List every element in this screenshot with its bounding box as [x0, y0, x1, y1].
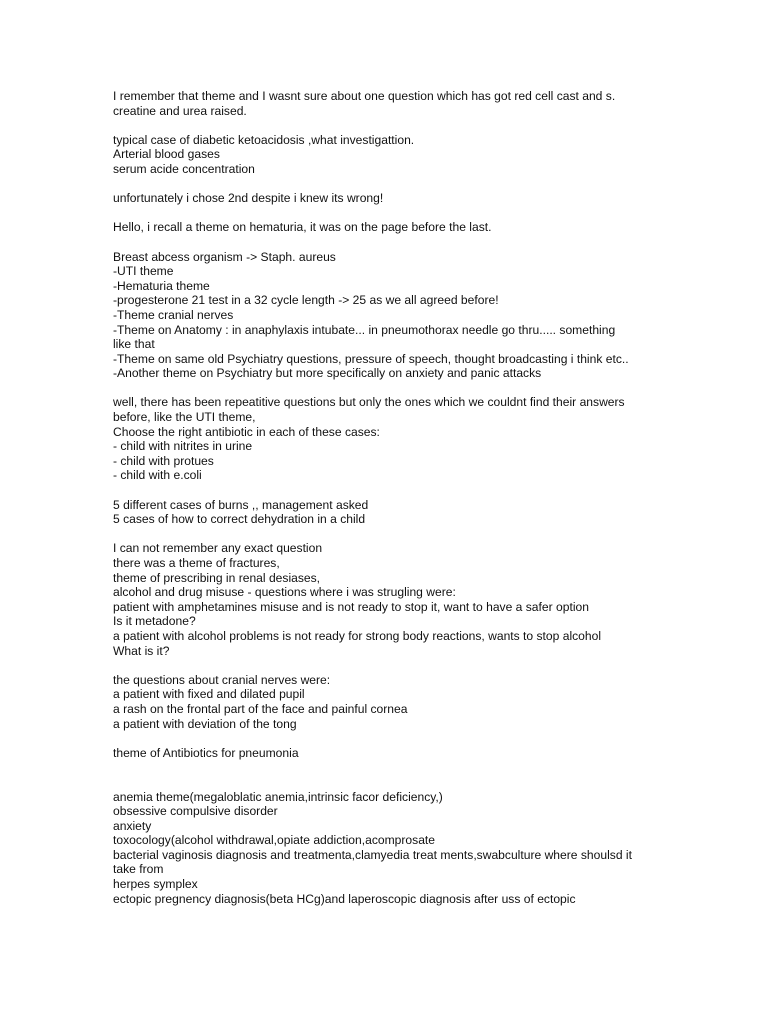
text-line: 5 different cases of burns ,, management asked — [113, 497, 369, 512]
paragraph-gap — [113, 658, 658, 673]
text-line: What is it? — [113, 643, 170, 658]
text-line: a patient with deviation of the tong — [113, 716, 297, 731]
text-line: I remember that theme and I wasnt sure about one question which has got red cell cast and s. — [113, 89, 616, 103]
paragraph — [113, 746, 658, 761]
text-line: - child with e.coli — [113, 468, 202, 483]
text-line: -Theme cranial nerves — [113, 307, 234, 322]
paragraph — [113, 89, 658, 118]
text-line: obsessive compulsive disorder — [113, 804, 278, 819]
paragraph — [113, 541, 658, 658]
paragraph — [113, 395, 658, 483]
paragraph-gap — [113, 118, 658, 133]
text-line: unfortunately i chose 2nd despite i knew its wrong! — [113, 191, 384, 206]
text-line: the questions about cranial nerves were: — [113, 672, 331, 687]
text-line: herpes symplex — [113, 877, 198, 892]
document-body — [113, 89, 658, 906]
text-line: -Theme on same old Psychiatry questions, pressure of speech, thought broadcasting i think etc.. — [113, 351, 629, 366]
text-line: creatine and urea raised. — [113, 103, 247, 118]
text-line: serum acide concentration — [113, 161, 255, 176]
text-line: a rash on the frontal part of the face and painful cornea — [113, 701, 408, 716]
text-line: toxocology(alcohol withdrawal,opiate addiction,acomprosate — [113, 833, 436, 848]
text-line: there was a theme of fractures, — [113, 556, 280, 570]
text-line: bacterial vaginosis diagnosis and treatmenta,clamyedia treat ments,swabculture where shoulsd it — [113, 847, 632, 862]
text-line: well, there has been repeatitive questions but only the ones which we couldnt find their answers — [113, 395, 625, 410]
text-line: 5 cases of how to correct dehydration in a child — [113, 512, 366, 527]
paragraph — [113, 220, 658, 235]
text-line: -progesterone 21 test in a 32 cycle length -> 25 as we all agreed before! — [113, 293, 499, 308]
text-line: ectopic pregnency diagnosis(beta HCg)and laperoscopic diagnosis after uss of ectopic — [113, 891, 576, 906]
text-line: Arterial blood gases — [113, 147, 220, 162]
paragraph-gap — [113, 177, 658, 192]
text-line: a patient with fixed and dilated pupil — [113, 687, 305, 702]
paragraph-gap — [113, 527, 658, 542]
text-line: theme of prescribing in renal desiases, — [113, 570, 321, 585]
text-line: anemia theme(megaloblatic anemia,intrinsic facor deficiency,) — [113, 789, 443, 804]
text-line: Choose the right antibiotic in each of these cases: — [113, 424, 380, 439]
paragraph-gap — [113, 206, 658, 221]
text-line: theme of Antibiotics for pneumonia — [113, 745, 299, 760]
text-line: Breast abcess organism -> Staph. aureus — [113, 249, 336, 264]
text-line: -Theme on Anatomy : in anaphylaxis intubate... in pneumothorax needle go thru..... something — [113, 322, 616, 337]
text-line: anxiety — [113, 818, 152, 833]
text-line: patient with amphetamines misuse and is not ready to stop it, want to have a safer option — [113, 599, 589, 614]
text-line: - child with nitrites in urine — [113, 439, 253, 454]
text-line: -Hematuria theme — [113, 278, 210, 293]
paragraph-gap — [113, 235, 658, 250]
text-line: - child with protues — [113, 453, 214, 468]
paragraph — [113, 133, 658, 177]
text-line: -UTI theme — [113, 264, 174, 279]
text-line: before, like the UTI theme, — [113, 410, 256, 425]
text-line: take from — [113, 862, 164, 877]
paragraph-gap — [113, 731, 658, 746]
paragraph-gap — [113, 381, 658, 396]
paragraph — [113, 790, 658, 907]
text-line: -Another theme on Psychiatry but more specifically on anxiety and panic attacks — [113, 366, 542, 381]
paragraph-gap — [113, 483, 658, 498]
text-line: I can not remember any exact question — [113, 541, 323, 556]
text-line: Is it metadone? — [113, 614, 196, 629]
paragraph — [113, 498, 658, 527]
text-line: typical case of diabetic ketoacidosis ,what investigattion. — [113, 132, 415, 147]
text-line: alcohol and drug misuse - questions where i was strugling were: — [113, 585, 456, 600]
text-line: like that — [113, 337, 155, 352]
paragraph — [113, 191, 658, 206]
paragraph — [113, 673, 658, 731]
paragraph — [113, 250, 658, 381]
text-line: a patient with alcohol problems is not ready for strong body reactions, wants to stop alcohol — [113, 628, 602, 643]
text-line: Hello, i recall a theme on hematuria, it was on the page before the last. — [113, 220, 492, 235]
paragraph-gap — [113, 760, 658, 789]
